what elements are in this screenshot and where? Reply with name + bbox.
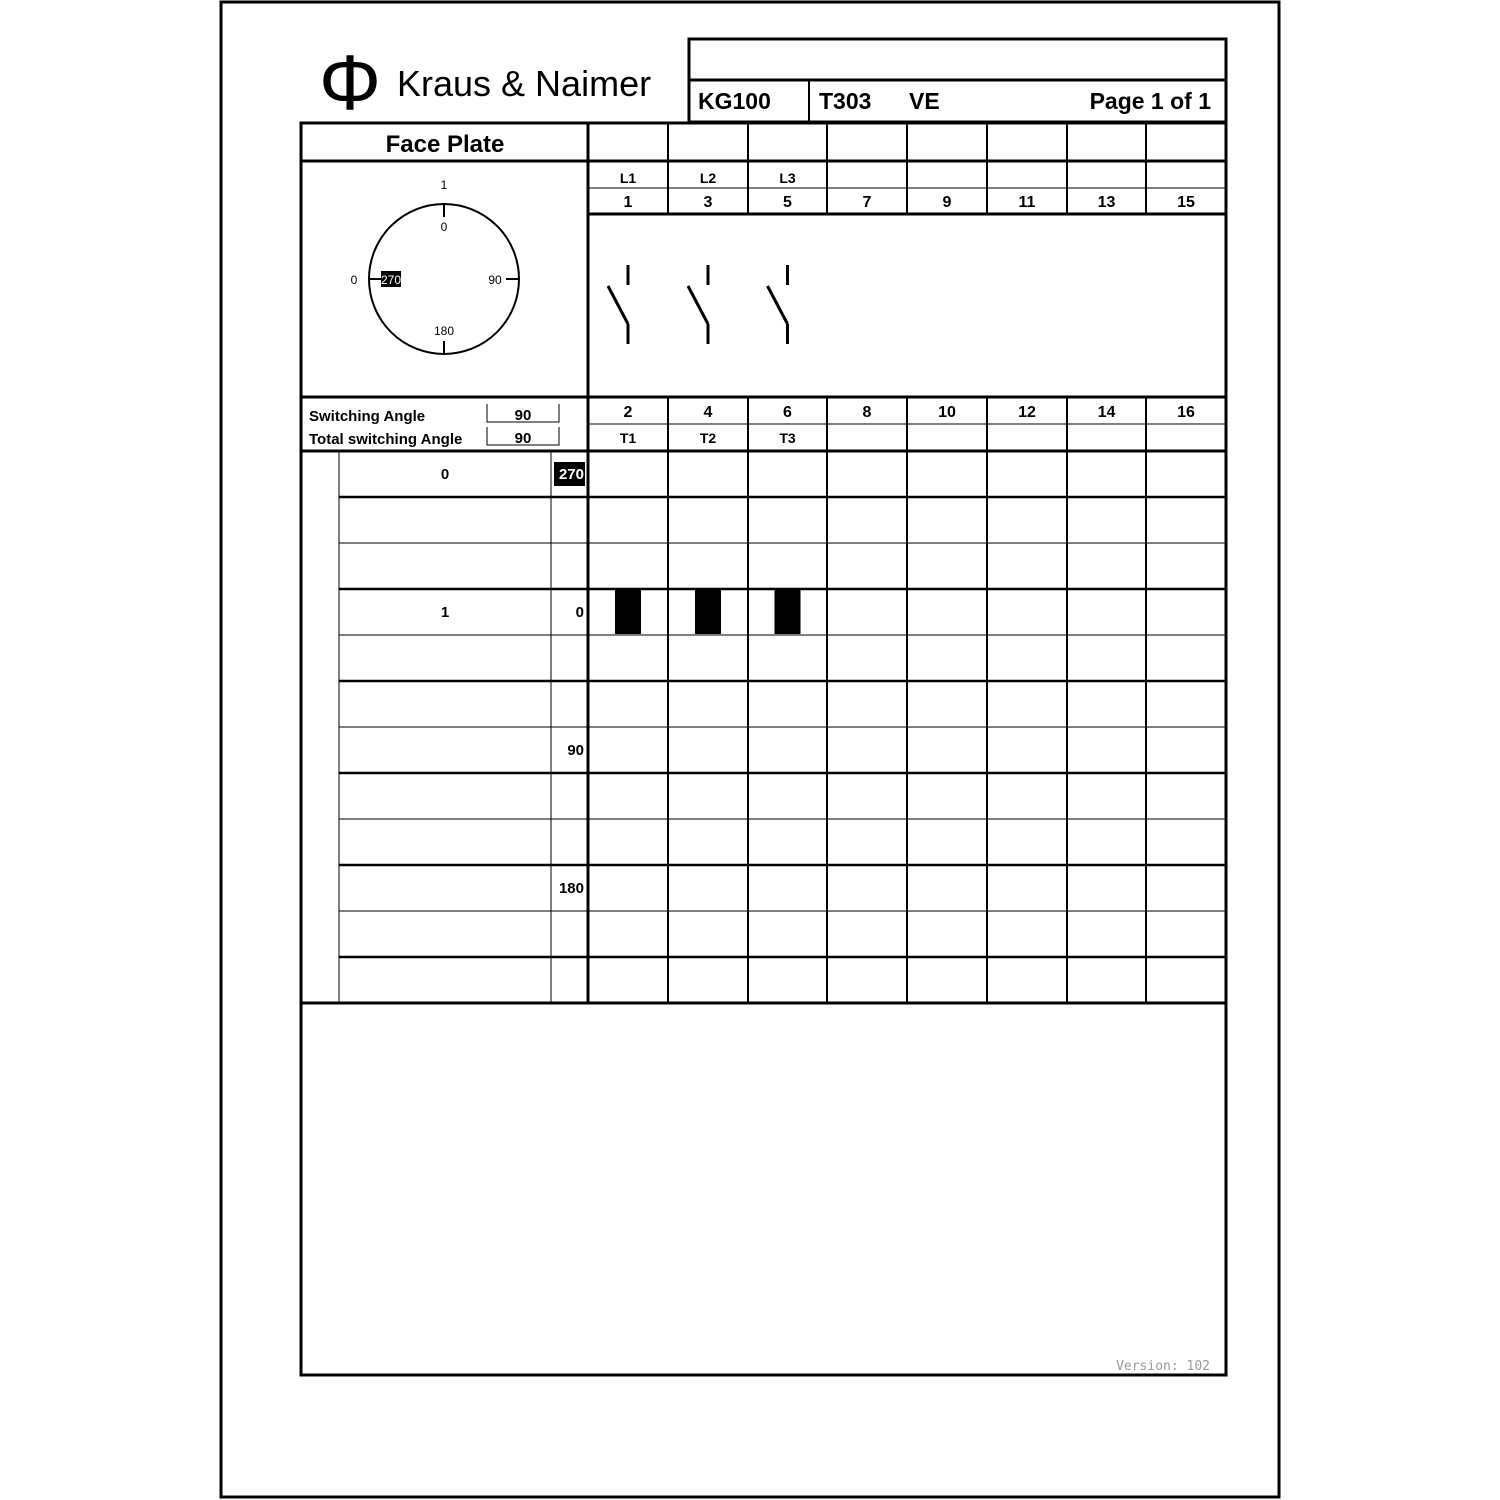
dial-inner-right: 90 — [488, 273, 502, 287]
dial-position-left: 0 — [350, 273, 358, 287]
angle-label: 270 — [558, 466, 584, 483]
terminal-number-bottom: 14 — [1097, 404, 1116, 421]
terminal-number-top: 13 — [1097, 194, 1116, 211]
load-label: T1 — [619, 430, 637, 446]
switching-angle-label: Switching Angle — [309, 408, 426, 425]
line-label: L1 — [619, 170, 637, 186]
total-angle-value: 90 — [514, 430, 532, 447]
line-label: L2 — [699, 170, 717, 186]
closed-contact-mark — [775, 590, 801, 634]
position-label: 0 — [440, 466, 450, 483]
total-angle-label: Total switching Angle — [309, 431, 463, 448]
version-label: Version: 102 — [1116, 1359, 1210, 1374]
line-label: L3 — [779, 170, 796, 186]
closed-contact-mark — [695, 590, 721, 634]
terminal-number-top: 5 — [783, 194, 792, 211]
terminal-number-bottom: 4 — [703, 404, 713, 421]
terminal-number-bottom: 6 — [783, 404, 792, 421]
switching-angle-value: 90 — [514, 407, 532, 424]
product-variant: VE — [909, 88, 940, 114]
dial-inner-left: 270 — [380, 273, 402, 287]
brand-symbol: Φ — [318, 38, 382, 126]
terminal-number-bottom: 12 — [1018, 404, 1036, 421]
terminal-number-top: 7 — [862, 194, 872, 211]
dial-inner-bottom: 180 — [433, 324, 455, 338]
terminal-number-bottom: 10 — [938, 404, 956, 421]
load-label: T2 — [699, 430, 717, 446]
product-type: T303 — [819, 88, 872, 114]
terminal-number-top: 15 — [1177, 194, 1195, 211]
angle-label: 180 — [558, 880, 584, 897]
terminal-number-bottom: 16 — [1177, 404, 1195, 421]
load-label: T3 — [779, 430, 796, 446]
dial-inner-top: 0 — [440, 220, 448, 234]
brand-name: Kraus & Naimer — [397, 63, 652, 104]
angle-label: 90 — [567, 742, 584, 759]
terminal-number-bottom: 2 — [623, 404, 633, 421]
terminal-number-top: 3 — [703, 194, 713, 211]
terminal-number-top: 11 — [1018, 194, 1036, 211]
page-indicator: Page 1 of 1 — [1089, 88, 1211, 114]
face-plate-title: Face Plate — [385, 131, 505, 158]
position-row — [559, 880, 584, 897]
position-label: 1 — [440, 604, 450, 621]
terminal-number-top: 1 — [623, 194, 633, 211]
terminal-number-bottom: 8 — [862, 404, 872, 421]
terminal-number-top: 9 — [942, 194, 952, 211]
dial-position-top: 1 — [440, 178, 448, 192]
angle-label: 0 — [575, 604, 584, 621]
product-code: KG100 — [698, 88, 771, 114]
position-row — [567, 742, 584, 759]
page-border — [221, 2, 1279, 1497]
closed-contact-mark — [615, 590, 641, 634]
